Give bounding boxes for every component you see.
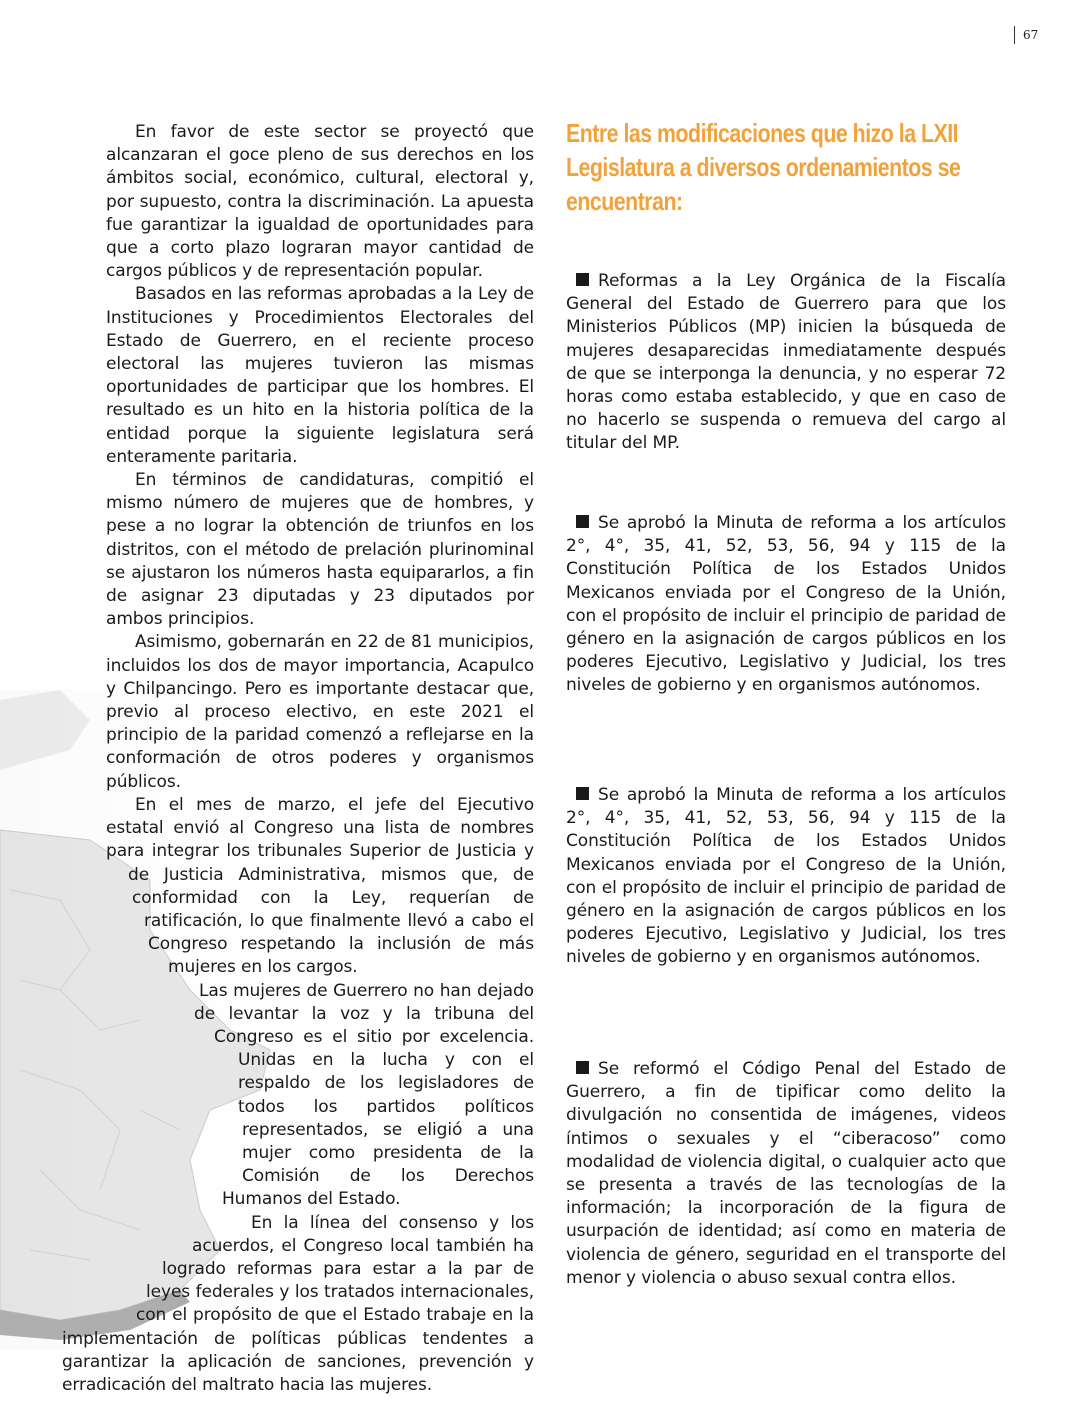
wrap-spacer (62, 1173, 222, 1219)
wrap-spacer (62, 1034, 214, 1057)
reform-item-text: Reformas a la Ley Orgánica de la Fiscalía General del Estado de Guerrero para que los Ministerios Públicos (MP) inicien la búsqueda de mujeres desaparecidas inmediatamente después de que se interponga la denuncia, y no esperar 72 horas como estaba establecido, y que en caso de no hacerlo se suspenda o remueva del cargo al titular del MP. (566, 271, 1006, 454)
reform-item-text: Se aprobó la Minuta de reforma a los artículos 2°, 4°, 35, 41, 52, 53, 56, 94 y 115 de la Constitución Política de los Estados Unidos Mexicanos enviada por el Congreso de la Unión, con el propósito de incluir el principio de paridad de género en la asignación de cargos públicos en los poderes Ejecutivo, Legislativo y Judicial, los tres niveles de gobierno y en organismos autónomos. (566, 513, 1006, 696)
wrap-spacer (62, 942, 148, 965)
reform-item-text: Se reformó el Código Penal del Estado de Guerrero, a fin de tipificar como delito la divulgación no consentida de imágenes, videos íntimos o sexuales y el “ciberacoso” como modalidad de violencia digital, o cualquier acto que se presenta a través de las tecnologías de la información; la incorporación de la figura de usurpación de identidad; así como en materia de violencia de género, seguridad en el transporte del menor y violencia o abuso sexual contra ellos. (566, 1059, 1006, 1288)
square-bullet-icon (576, 1061, 589, 1074)
left-paragraph-2: Basados en las reformas aprobadas a la Ley de Instituciones y Procedimientos Electorales del Estado de Guerrero, en el reciente proceso electoral las mujeres tuvieron las mismas oportunidades de participar que los hombres. El resultado es un hito en la historia política de la entidad porque la siguiente legislatura será enteramente paritaria. (106, 284, 534, 467)
wrap-spacer (62, 1242, 162, 1265)
square-bullet-icon (576, 515, 589, 528)
wrap-spacer (62, 1011, 194, 1034)
left-paragraph-1: En favor de este sector se proyectó que alcanzaran el goce pleno de sus derechos en los ámbitos social, económico, cultural, electoral y, por supuesto, contra la discriminación. La apuesta fue garantizar la igualdad de oportunidades para que a corto plazo lograran mayor cantidad de cargos públicos y de representación popular. (106, 122, 534, 282)
wrap-spacer (62, 1127, 242, 1173)
reform-item-text: Se aprobó la Minuta de reforma a los artículos 2°, 4°, 35, 41, 52, 53, 56, 94 y 115 de la Constitución Política de los Estados Unidos Mexicanos enviada por el Congreso de la Unión, con el propósito de incluir el principio de paridad de género en la asignación de cargos públicos en los poderes Ejecutivo, Legislativo y Judicial, los tres niveles de gobierno y en organismos autónomos. (566, 785, 1006, 968)
reform-item-3 (566, 784, 1006, 970)
wrap-spacer (62, 850, 106, 873)
left-paragraph-5: En el mes de marzo, el jefe del Ejecutivo estatal envió al Congreso una lista de nombres para integrar los tribunales Superior de Justicia y de Justicia Administrativa, mismos que, de conformidad con la Ley, requerían de ratificación, lo que finalmente llevó a cabo el Congreso respetando la inclusión de más mujeres en los cargos. (106, 794, 534, 978)
wrap-spacer (62, 988, 170, 1011)
page-number: 67 (1014, 26, 1038, 44)
left-paragraph-6: Las mujeres de Guerrero no han dejado de levantar la voz y la tribuna del Congreso es el sitio por excelencia. Unidas en la lucha y con el respaldo de los legisladores de todos los partidos políticos representados, se eligió a una mujer como presidenta de la Comisión de los Derechos Humanos del Estado. (194, 980, 534, 1210)
left-paragraph-7: En la línea del consenso y los acuerdos, el Congreso local también ha logrado reformas para estar a la par de leyes federales y los tratados internacionales, con el propósito de que el Estado trabaje en la implementación de políticas públicas tendentes a garantizar la aplicación de sanciones, prevención y erradicación del maltrato hacia las mujeres. (62, 1212, 534, 1395)
wrap-spacer (62, 1288, 136, 1311)
wrap-spacer (62, 919, 144, 942)
left-column-text (62, 121, 534, 1397)
wrap-spacer (62, 1057, 238, 1127)
wrap-spacer (62, 896, 132, 919)
wrap-spacer (62, 1219, 192, 1242)
reform-item-1 (566, 270, 1006, 456)
wrap-spacer (62, 873, 128, 896)
square-bullet-icon (576, 273, 589, 286)
square-bullet-icon (576, 787, 589, 800)
section-heading: Entre las modificaciones que hizo la LXII Legislatura a diversos ordenamientos se encuentran: (566, 118, 961, 216)
left-paragraph-4: Asimismo, gobernarán en 22 de 81 municipios, incluidos los dos de mayor importancia, Acapulco y Chilpancingo. Pero es importante destacar que, previo al proceso electivo, en este 2021 el principio de la paridad comenzó a reflejarse en la conformación de otros poderes y organismos públicos. (106, 632, 534, 792)
reform-item-4 (566, 1058, 1006, 1290)
wrap-spacer (62, 965, 168, 988)
left-paragraph-3: En términos de candidaturas, compitió el mismo número de mujeres que de hombres, y pese a no lograr la obtención de triunfos en los distritos, con el método de prelación plurinominal se ajustaron los números hasta equipararlos, a fin de asignar 23 diputadas y 23 diputados por ambos principios. (106, 470, 534, 630)
wrap-spacer (62, 1265, 146, 1288)
reform-item-2 (566, 512, 1006, 698)
right-column (566, 116, 1006, 1288)
